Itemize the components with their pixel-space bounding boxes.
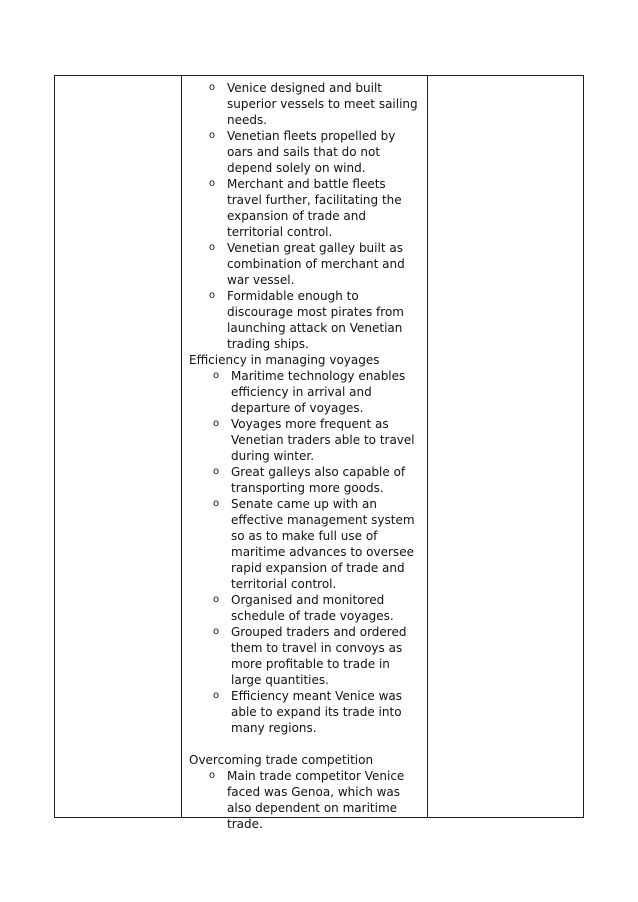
list-item: o Venetian fleets propelled by oars and sails that do not depend solely on wind. [209,129,396,175]
circle-bullet-icon: o [213,498,220,509]
list-item: o Merchant and battle fleets travel further, facilitating the expansion of trade and territorial control. [209,177,402,239]
list-item: o Senate came up with an effective management system so as to make full use of maritime advances to oversee rapid expansion of trade and territorial control. [213,497,415,591]
content-cell [181,76,427,831]
bullet-list-maritime-vessels [209,80,423,352]
circle-bullet-icon: o [209,770,216,781]
list-item: o Maritime technology enables efficiency in arrival and departure of voyages. [213,369,406,415]
circle-bullet-icon: o [213,594,220,605]
notes-table [54,75,584,831]
list-item: o Efficiency meant Venice was able to expand its trade into many regions. [213,689,402,735]
bullet-list-competition [209,768,423,832]
circle-bullet-icon: o [209,178,216,189]
circle-bullet-icon: o [209,82,216,93]
bullet-list-efficiency [213,368,423,736]
circle-bullet-icon: o [213,370,220,381]
list-item: o Venetian great galley built as combination of merchant and war vessel. [209,241,405,287]
list-item: o Great galleys also capable of transporting more goods. [213,465,406,495]
section-heading-efficiency: Efficiency in managing voyages [189,353,380,367]
list-item: o Grouped traders and ordered them to travel in convoys as more profitable to trade in large quantities. [213,625,407,687]
list-item: o Venice designed and built superior vessels to meet sailing needs. [209,81,418,127]
circle-bullet-icon: o [213,466,220,477]
list-item: o Main trade competitor Venice faced was Genoa, which was also dependent on maritime trade. [209,769,405,831]
column-divider-right [427,76,428,817]
circle-bullet-icon: o [213,418,220,429]
circle-bullet-icon: o [213,626,220,637]
circle-bullet-icon: o [209,130,216,141]
circle-bullet-icon: o [209,290,216,301]
circle-bullet-icon: o [209,242,216,253]
list-item: o Organised and monitored schedule of trade voyages. [213,593,394,623]
list-item: o Formidable enough to discourage most pirates from launching attack on Venetian trading ships. [209,289,404,351]
circle-bullet-icon: o [213,690,220,701]
list-item: o Voyages more frequent as Venetian traders able to travel during winter. [213,417,415,463]
section-heading-competition: Overcoming trade competition [189,753,374,767]
